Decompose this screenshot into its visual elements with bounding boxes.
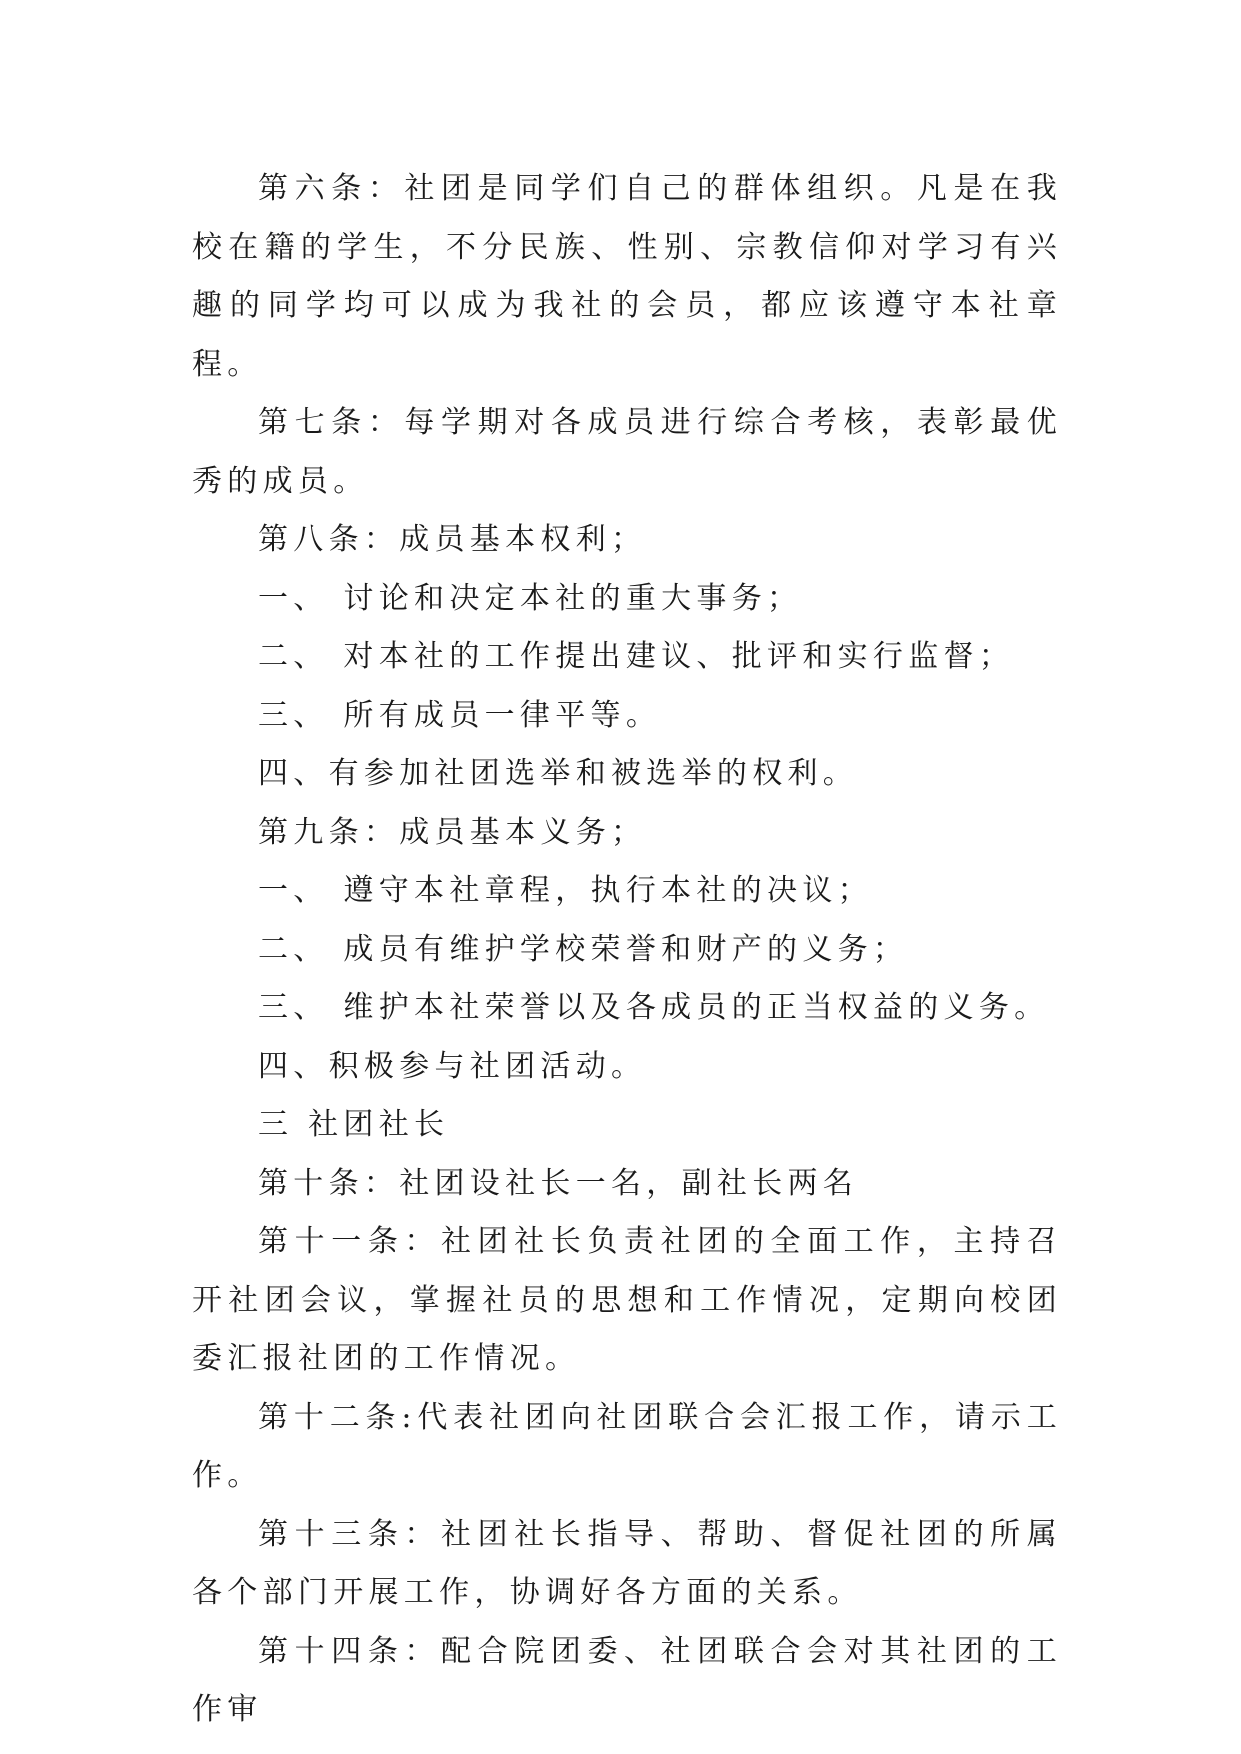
article-9-heading: 第九条：成员基本义务；	[258, 814, 647, 850]
article-12: 第十二条:代表社团向社团联合会汇报工作，请示工作。	[192, 1399, 1062, 1493]
article-8-item-1: 一、 讨论和决定本社的重大事务；	[258, 580, 803, 616]
article-9-item-1: 一、 遵守本社章程，执行本社的决议；	[258, 873, 873, 908]
article-10: 第十条：社团设社长一名，副社长两名	[258, 1165, 859, 1201]
article-9-item-3: 三、 维护本社荣誉以及各成员的正当权益的义务。	[258, 990, 1050, 1025]
article-6: 第六条：社团是同学们自己的群体组织。凡是在我校在籍的学生，不分民族、性别、宗教信仰对学习有兴趣的同学均可以成为我社的会员，都应该遵守本社章程。	[192, 171, 1062, 382]
article-14: 第十四条：配合院团委、社团联合会对其社团的工作审	[192, 1633, 1062, 1727]
article-9-item-2: 二、 成员有维护学校荣誉和财产的义务；	[258, 931, 909, 967]
article-13: 第十三条：社团社长指导、帮助、督促社团的所属各个部门开展工作，协调好各方面的关系。	[192, 1516, 1062, 1610]
article-8-item-2: 二、 对本社的工作提出建议、批评和实行监督；	[258, 639, 1015, 674]
article-11: 第十一条：社团社长负责社团的全面工作，主持召开社团会议，掌握社员的思想和工作情况，定期向校团委汇报社团的工作情况。	[192, 1224, 1062, 1376]
article-8-item-4: 四、有参加社团选举和被选举的权利。	[258, 756, 859, 791]
article-8-item-3: 三、 所有成员一律平等。	[258, 697, 662, 733]
document-body	[192, 160, 1062, 1740]
article-7: 第七条：每学期对各成员进行综合考核，表彰最优秀的成员。	[192, 405, 1062, 499]
section-3-heading: 三 社团社长	[258, 1107, 450, 1142]
article-8-heading: 第八条：成员基本权利；	[258, 522, 647, 557]
article-9-item-4: 四、积极参与社团活动。	[258, 1048, 647, 1084]
